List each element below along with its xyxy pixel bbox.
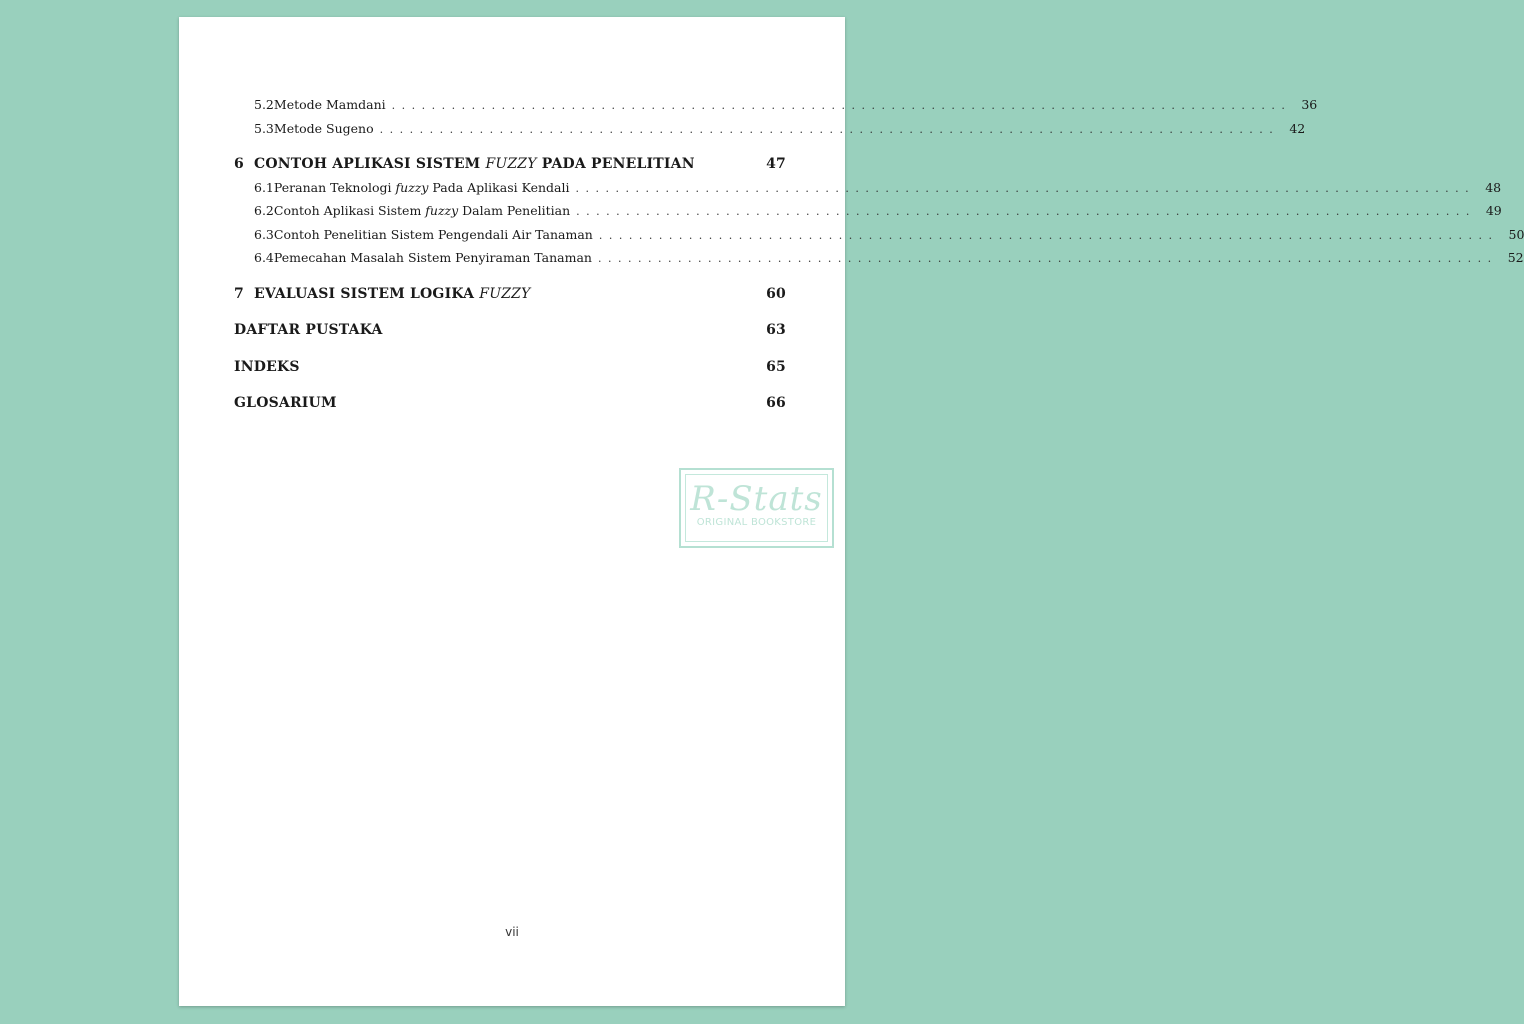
section-title: Metode Sugeno bbox=[273, 121, 374, 136]
page-number: 52 bbox=[1507, 250, 1524, 265]
chapter-title: EVALUASI SISTEM LOGIKA FUZZY bbox=[254, 286, 531, 302]
page-number: 50 bbox=[1508, 227, 1524, 242]
toc-bibliography[interactable] bbox=[234, 322, 786, 338]
dot-leader: .......................................................................................... bbox=[598, 229, 1499, 242]
toc-glossary[interactable] bbox=[234, 395, 786, 411]
section-number: 6.4 bbox=[254, 250, 274, 265]
section-title: Contoh Penelitian Sistem Pengendali Air Tanaman bbox=[273, 227, 593, 242]
chapter-number: 6 bbox=[234, 156, 244, 172]
page-number: 49 bbox=[1485, 203, 1502, 218]
page-number: 48 bbox=[1485, 180, 1502, 195]
toc-chapter-6[interactable] bbox=[234, 156, 786, 172]
section-number: 6.2 bbox=[254, 203, 274, 218]
toc-index[interactable] bbox=[234, 359, 786, 375]
dot-leader: .......................................................................................... bbox=[379, 123, 1280, 136]
watermark-logo bbox=[679, 468, 834, 548]
toc-entry-6-1[interactable] bbox=[254, 180, 1502, 195]
toc-entry-6-4[interactable] bbox=[254, 250, 1524, 265]
page-number: 63 bbox=[766, 322, 786, 338]
chapter-title: CONTOH APLIKASI SISTEM FUZZY PADA PENELITIAN bbox=[254, 156, 695, 172]
page-number: 36 bbox=[1301, 97, 1318, 112]
chapter-title: INDEKS bbox=[234, 359, 300, 375]
toc-chapter-7[interactable] bbox=[234, 286, 786, 302]
page-number: 65 bbox=[766, 359, 786, 375]
section-number: 5.2 bbox=[254, 97, 274, 112]
toc-entry-5-3[interactable] bbox=[254, 121, 1306, 136]
page-number: 42 bbox=[1289, 121, 1306, 136]
page-footer-number: vii bbox=[505, 925, 519, 939]
watermark-tagline: ORIGINAL BOOKSTORE bbox=[696, 517, 817, 528]
toc-entry-6-3[interactable] bbox=[254, 227, 1524, 242]
page-number: 47 bbox=[766, 156, 786, 172]
chapter-title: DAFTAR PUSTAKA bbox=[234, 322, 383, 338]
watermark-brand: R-Stats bbox=[690, 479, 823, 519]
dot-leader: .......................................................................................... bbox=[391, 99, 1292, 112]
toc-entry-5-2[interactable] bbox=[254, 97, 1318, 112]
section-number: 5.3 bbox=[254, 121, 274, 136]
toc-entry-6-2[interactable] bbox=[254, 203, 1502, 218]
section-number: 6.3 bbox=[254, 227, 274, 242]
chapter-title: GLOSARIUM bbox=[234, 395, 337, 411]
chapter-number: 7 bbox=[234, 286, 244, 302]
section-number: 6.1 bbox=[254, 180, 274, 195]
watermark-frame bbox=[685, 474, 828, 542]
dot-leader: .......................................................................................... bbox=[576, 205, 1476, 218]
section-title: Pemecahan Masalah Sistem Penyiraman Tanaman bbox=[273, 250, 592, 265]
dot-leader: .......................................................................................... bbox=[597, 252, 1498, 265]
section-title: Metode Mamdani bbox=[273, 97, 386, 112]
page-number: 60 bbox=[766, 286, 786, 302]
section-title: Contoh Aplikasi Sistem fuzzy Dalam Penelitian bbox=[273, 203, 571, 218]
dot-leader: .......................................................................................... bbox=[575, 182, 1476, 195]
page-number: 66 bbox=[766, 395, 786, 411]
section-title: Peranan Teknologi fuzzy Pada Aplikasi Kendali bbox=[273, 180, 570, 195]
